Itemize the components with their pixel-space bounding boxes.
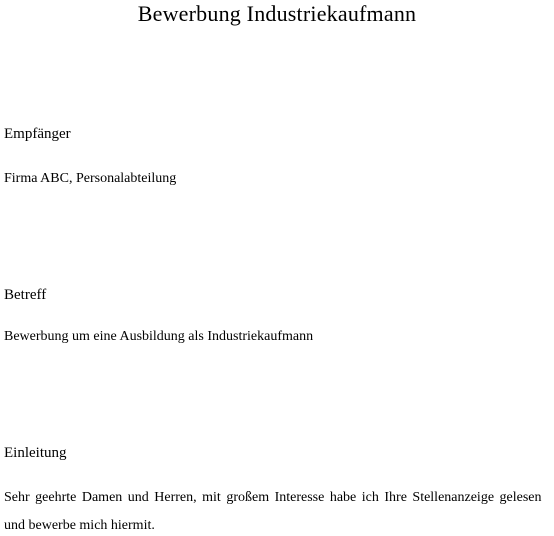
- section-heading-introduction: Einleitung: [4, 445, 67, 461]
- section-text-subject: Bewerbung um eine Ausbildung als Industriekaufmann: [4, 329, 314, 344]
- section-heading-recipient: Empfänger: [4, 126, 71, 142]
- section-text-introduction-line-1: Sehr geehrte Damen und Herren, mit großem Interesse habe ich Ihre Stellenanzeige gelesen: [4, 490, 542, 505]
- section-text-introduction-line-2: und bewerbe mich hiermit.: [4, 518, 155, 533]
- document-title: Bewerbung Industriekaufmann: [137, 1, 417, 26]
- section-heading-subject: Betreff: [4, 287, 47, 303]
- section-text-recipient: Firma ABC, Personalabteilung: [4, 171, 177, 186]
